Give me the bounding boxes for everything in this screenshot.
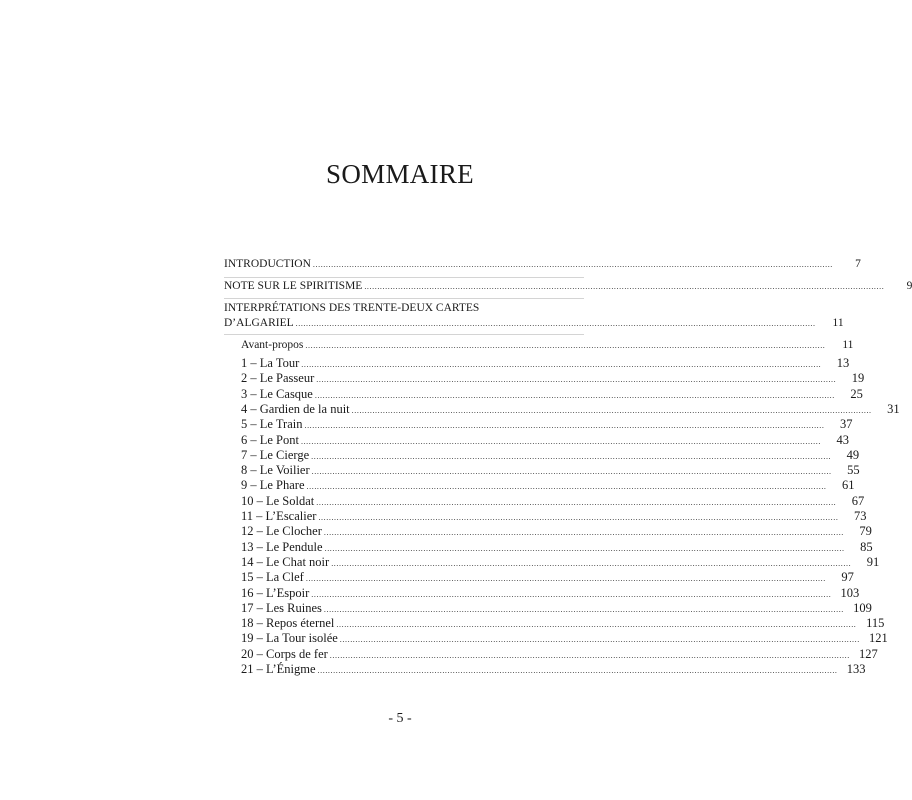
leader-dots: ........................................................................................................................................................................................................: [300, 436, 821, 446]
toc-entry: [241, 662, 866, 677]
toc-entry: [241, 386, 863, 402]
toc-page-number: 37: [839, 417, 853, 432]
toc-entry: [241, 646, 878, 662]
toc-entry: [241, 417, 853, 432]
leader-dots: ........................................................................................................................................................................................................: [304, 421, 825, 431]
leader-dots: ........................................................................................................................................................................................................: [306, 482, 827, 492]
toc-page-number: 133: [846, 662, 866, 676]
separator-rule: [224, 277, 584, 278]
page-number-footer: - 5 -: [388, 711, 412, 726]
leader-dots: ........................................................................................................................................................................................................: [318, 513, 839, 522]
toc-label: 3 – Le Casque: [241, 386, 313, 401]
toc-label: 15 – La Clef: [241, 570, 304, 585]
toc-page-number: 73: [853, 509, 867, 523]
leader-dots: ........................................................................................................................................................................................................: [301, 360, 822, 369]
toc-interpretations: [224, 316, 844, 331]
toc-entry: [241, 585, 860, 601]
toc-page-number: 127: [859, 646, 878, 661]
toc-page-number: 55: [847, 463, 860, 478]
toc-label: 12 – Le Clocher: [241, 524, 322, 539]
leader-dots: ........................................................................................................................................................................................................: [314, 390, 835, 400]
leader-dots: ........................................................................................................................................................................................................: [339, 635, 860, 645]
leader-dots: ........................................................................................................................................................................................................: [305, 574, 826, 584]
toc-page-number: 49: [846, 447, 860, 462]
toc-label: 6 – Le Pont: [241, 432, 299, 447]
toc-entry: [241, 432, 849, 448]
toc-page-number: 19: [851, 371, 865, 386]
toc-entry: [241, 554, 880, 570]
leader-dots: ........................................................................................................................................................................................................: [323, 604, 844, 614]
toc-label: 21 – L’Énigme: [241, 662, 316, 676]
toc-page-number: 109: [853, 600, 872, 615]
toc-page-number: 13: [836, 356, 850, 370]
toc-label: 9 – Le Phare: [241, 478, 305, 493]
leader-dots: ........................................................................................................................................................................................................: [329, 650, 850, 660]
leader-dots: ........................................................................................................................................................................................................: [317, 666, 838, 675]
toc-page-number: 31: [887, 401, 900, 416]
toc-entry: [241, 463, 860, 478]
toc-label: 14 – Le Chat noir: [241, 554, 330, 569]
toc-entry: [241, 509, 867, 524]
toc-entry: [241, 493, 865, 509]
toc-label: 7 – Le Cierge: [241, 447, 310, 462]
leader-dots: ........................................................................................................................................................................................................: [311, 467, 832, 477]
toc-page-number: 25: [850, 386, 863, 401]
leader-dots: ........................................................................................................................................................................................................: [336, 620, 857, 630]
toc-entry: [241, 356, 850, 371]
separator-rule: [224, 298, 584, 299]
toc-page-number: 115: [866, 616, 885, 631]
toc-label: 16 – L’Espoir: [241, 585, 310, 600]
leader-dots: ........................................................................................................................................................................................................: [364, 282, 885, 291]
toc-page-number: 91: [866, 554, 880, 569]
leader-dots: ........................................................................................................................................................................................................: [305, 341, 826, 350]
toc-note-spiritisme: [224, 279, 912, 294]
toc-label: Avant-propos: [241, 339, 304, 351]
toc-label: 2 – Le Passeur: [241, 371, 315, 386]
leader-dots: ........................................................................................................................................................................................................: [312, 260, 833, 269]
toc-label: 5 – Le Train: [241, 417, 303, 432]
leader-dots: ........................................................................................................................................................................................................: [331, 558, 852, 568]
toc-page-number: 97: [841, 570, 854, 585]
toc-label: 20 – Corps de fer: [241, 646, 328, 661]
toc-label: NOTE SUR LE SPIRITISME: [224, 280, 363, 292]
leader-dots: ........................................................................................................................................................................................................: [311, 451, 832, 461]
page-title: SOMMAIRE: [326, 159, 474, 189]
leader-dots: ........................................................................................................................................................................................................: [316, 497, 837, 507]
leader-dots: ........................................................................................................................................................................................................: [311, 589, 832, 599]
leader-dots: ........................................................................................................................................................................................................: [351, 405, 872, 415]
toc-label: 1 – La Tour: [241, 356, 300, 370]
toc-entry: [241, 539, 873, 555]
toc-entry: [241, 600, 872, 616]
toc-entry: [241, 401, 900, 417]
toc-label: 8 – Le Voilier: [241, 463, 310, 478]
leader-dots: ........................................................................................................................................................................................................: [295, 319, 816, 328]
toc-entry: [241, 524, 872, 539]
separator-rule: [224, 334, 584, 335]
leader-dots: ........................................................................................................................................................................................................: [323, 528, 844, 538]
toc-page-number: 43: [836, 432, 849, 447]
toc-label: 4 – Gardien de la nuit: [241, 401, 350, 416]
toc-entry: [241, 570, 854, 585]
toc-page-number: 11: [832, 317, 844, 329]
toc-label: 11 – L’Escalier: [241, 509, 317, 523]
leader-dots: ........................................................................................................................................................................................................: [324, 543, 845, 553]
toc-page-number: 61: [842, 478, 855, 493]
toc-avant-propos: [241, 338, 854, 353]
toc-entry: [241, 447, 860, 463]
toc-label: INTRODUCTION: [224, 258, 311, 270]
toc-label: 10 – Le Soldat: [241, 493, 315, 508]
toc-label: 13 – Le Pendule: [241, 539, 323, 554]
leader-dots: ........................................................................................................................................................................................................: [316, 375, 837, 385]
toc-page-number: 121: [869, 631, 888, 646]
toc-introduction: [224, 257, 861, 272]
toc-page-number: 67: [851, 493, 865, 508]
toc-label: 19 – La Tour isolée: [241, 631, 338, 646]
toc-entry: [241, 631, 888, 646]
toc-page-number: 85: [860, 539, 873, 554]
toc-label: 17 – Les Ruines: [241, 600, 322, 615]
toc-entry: [241, 371, 865, 386]
toc-page-number: 11: [842, 339, 854, 351]
toc-page-number: 103: [840, 585, 860, 600]
toc-entry: [241, 478, 855, 493]
toc-page-number: 7: [855, 258, 861, 270]
toc-entry: [241, 616, 885, 631]
toc-page-number: 9: [906, 280, 912, 292]
toc-interpretations-line1: INTERPRÉTATIONS DES TRENTE-DEUX CARTES: [224, 302, 480, 314]
toc-label: 18 – Repos éternel: [241, 616, 335, 631]
toc-label: D’ALGARIEL: [224, 317, 294, 329]
toc-page-number: 79: [859, 524, 872, 539]
